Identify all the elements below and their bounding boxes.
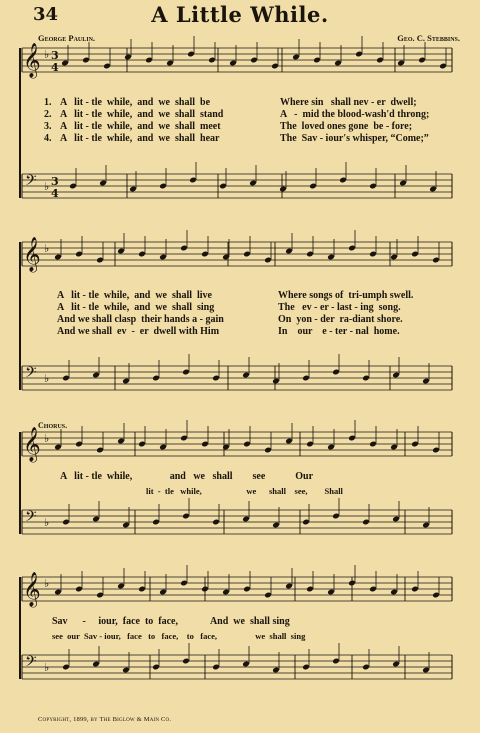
lyric-line: In our e - ter - nal home.: [278, 326, 400, 337]
flat-key-signature: ♭: [44, 372, 50, 385]
chorus-lyric-bass: lit - tle while, we shall see, Shall: [146, 486, 343, 496]
chorus-lyric-treble: A lit - tle while, and we shall see Our: [60, 471, 314, 482]
composer-credit: Geo. C. Stebbins.: [397, 33, 460, 43]
lyric-line: The ev - er - last - ing song.: [278, 302, 401, 313]
copyright-notice: Copyright, 1899, by The Biglow & Main Co.: [38, 716, 172, 723]
flat-key-signature: ♭: [44, 242, 50, 255]
lyric-line: And we shall clasp their hands a - gain: [57, 314, 224, 325]
chorus-label: Chorus.: [38, 421, 68, 430]
bass-clef: 𝄢: [25, 508, 37, 529]
treble-clef: 𝄞: [23, 427, 41, 462]
lyric-line: A lit - tle while, and we shall meet: [60, 121, 221, 132]
flat-key-signature: ♭: [44, 661, 50, 674]
time-signature-top: 3: [51, 49, 59, 62]
flat-key-signature: ♭: [44, 516, 50, 529]
bass-clef: 𝄢: [25, 653, 37, 674]
lyric-line: Where sin shall nev - er dwell;: [280, 97, 417, 108]
lyric-line: A lit - tle while, and we shall hear: [60, 133, 220, 144]
lyric-line: Where songs of tri-umph swell.: [278, 290, 414, 301]
flat-key-signature: ♭: [44, 432, 50, 445]
verse-number: 3.: [44, 121, 52, 132]
lyric-line: On yon - der ra-diant shore.: [278, 314, 403, 325]
verse-number: 1.: [44, 97, 52, 108]
time-signature-bottom: 4: [51, 187, 59, 200]
lyric-line: The loved ones gone be - fore;: [280, 121, 413, 132]
bass-clef: 𝄢: [25, 364, 37, 385]
hymn-title: A Little While.: [151, 2, 329, 27]
verse-number: 4.: [44, 133, 52, 144]
treble-clef: 𝄞: [23, 572, 41, 607]
time-signature-bottom: 4: [51, 61, 59, 74]
lyric-line: A lit - tle while, and we shall live: [57, 290, 212, 301]
bass-clef: 𝄢: [25, 172, 37, 193]
lyricist-credit: George Paulin.: [38, 33, 96, 43]
lyric-line: And we shall ev - er dwell with Him: [57, 326, 220, 337]
lyric-line: A lit - tle while, and we shall sing: [57, 302, 215, 313]
verse-number: 2.: [44, 109, 52, 120]
lyric-line: A - mid the blood-wash'd throng;: [280, 109, 430, 120]
page-number: 34: [33, 4, 59, 25]
chorus-lyric-treble: Sav - iour, face to face, And we shall sing: [52, 616, 290, 627]
lyric-line: The Sav - iour's whisper, “Come;”: [280, 133, 429, 144]
treble-clef: 𝄞: [23, 237, 41, 272]
time-signature-top: 3: [51, 175, 59, 188]
flat-key-signature: ♭: [44, 48, 50, 61]
flat-key-signature: ♭: [44, 180, 50, 193]
lyric-line: A lit - tle while, and we shall be: [60, 97, 211, 108]
flat-key-signature: ♭: [44, 577, 50, 590]
chorus-lyric-bass: see our Sav - iour, face to face, to face, we shall sing: [52, 631, 306, 641]
lyric-line: A lit - tle while, and we shall stand: [60, 109, 224, 120]
treble-clef: 𝄞: [23, 43, 41, 78]
